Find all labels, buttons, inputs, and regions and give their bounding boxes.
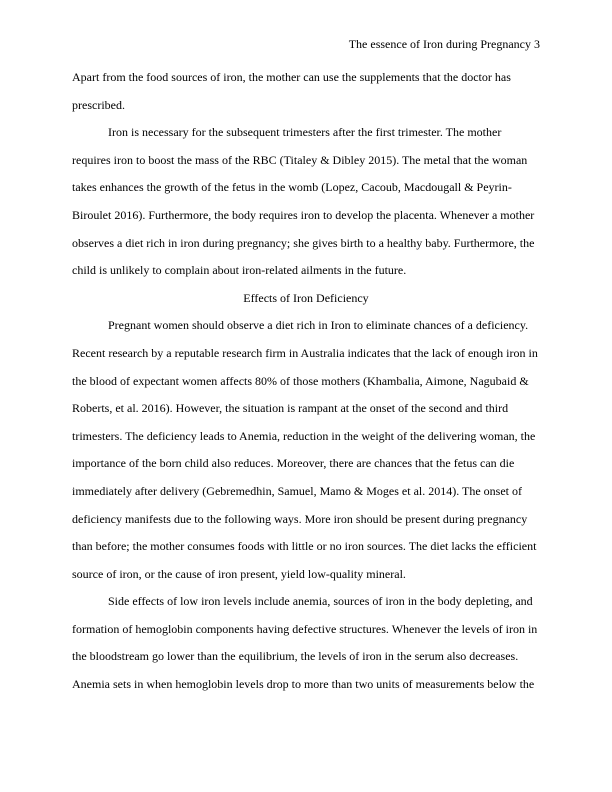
paragraph-iron-trimesters: Iron is necessary for the subsequent trimesters after the first trimester. The mother requires iron to boost the mass of the RBC (Titaley & Dibley 2015). The metal that the woman takes enhances the growth of the fetus in the womb (Lopez, Cacoub, Macdougall & Peyrin-Biroulet 2016). Furthermore, the body requires iron to develop the placenta. Whenever a mother observes a diet rich in iron during pregnancy; she gives birth to a healthy baby. Furthermore, the child is unlikely to complain about iron-related ailments in the future. (72, 125, 535, 278)
paragraph-side-effects: Side effects of low iron levels include anemia, sources of iron in the body depleting, and formation of hemoglobin components having defective structures. Whenever the levels of iron in the bloodstream go lower than the equilibrium, the levels of iron in the serum also decreases. Anemia sets in when hemoglobin levels drop to more than two units of measurements below the (72, 594, 538, 692)
paragraph-deficiency: Pregnant women should observe a diet rich in Iron to eliminate chances of a deficiency. Recent research by a reputable research firm in Australia indicates that the lack of enough iron in the blood of expectant women affects 80% of those mothers (Khambalia, Aimone, Nagubaid & Roberts, et al. 2016). However, the situation is rampant at the onset of the second and third trimesters. The deficiency leads to Anemia, reduction in the weight of the delivering woman, the importance of the born child also reduces. Moreover, there are chances that the fetus can die immediately after delivery (Gebremedhin, Samuel, Mamo & Moges et al. 2014). The onset of deficiency manifests due to the following ways. More iron should be present during pregnancy than before; the mother consumes foods with little or no iron sources. The diet lacks the efficient source of iron, or the cause of iron present, yield low-quality mineral. (72, 318, 538, 581)
paragraph-supplements: Apart from the food sources of iron, the mother can use the supplements that the doctor has prescribed. (72, 70, 511, 112)
section-heading: Effects of Iron Deficiency (243, 290, 369, 305)
document-body (72, 64, 540, 699)
running-head: The essence of Iron during Pregnancy 3 (348, 37, 540, 51)
